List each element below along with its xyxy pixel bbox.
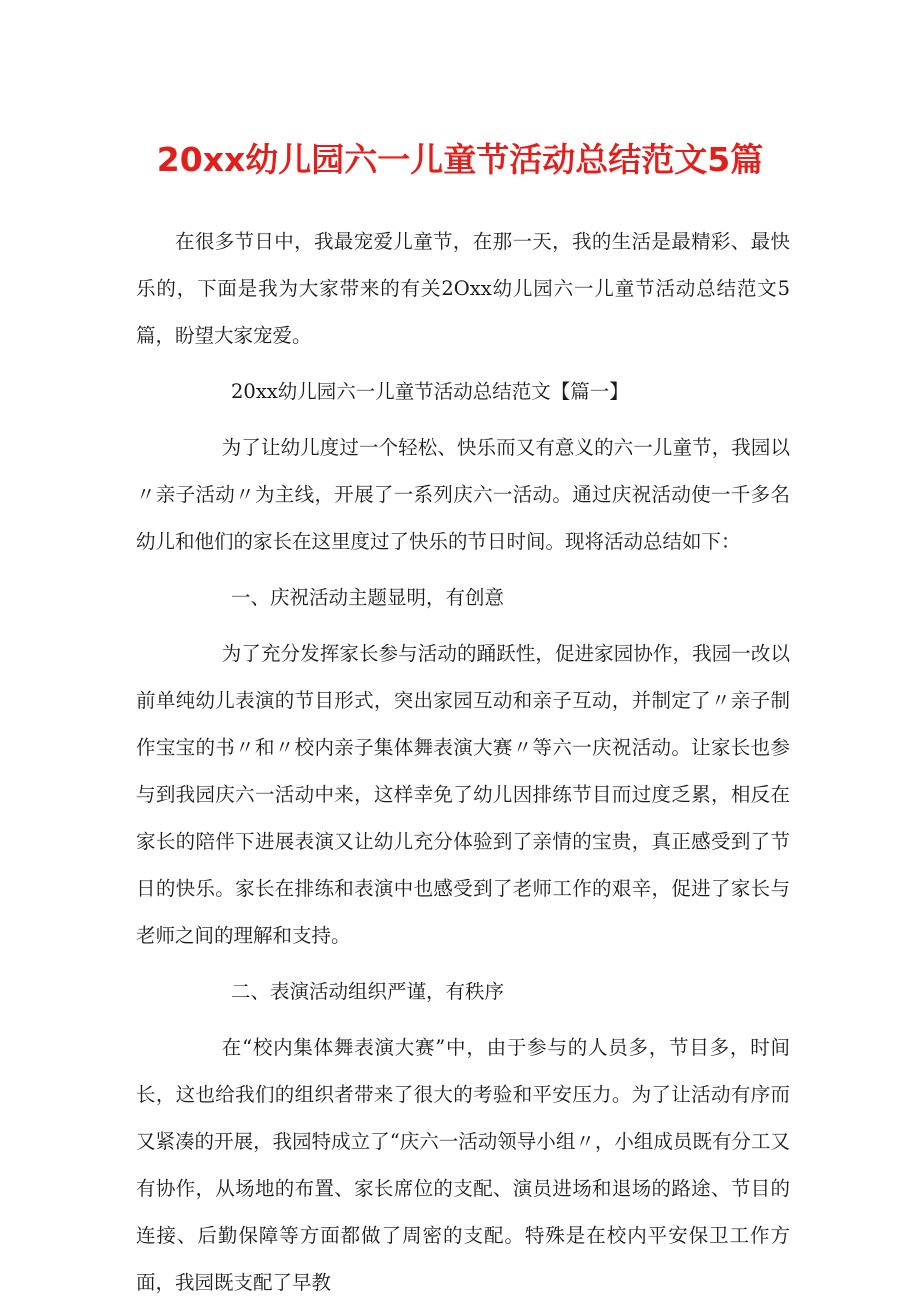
article-subtitle: 20xx幼儿园六一儿童节活动总结范文【篇一】: [231, 380, 629, 403]
document-title: 20xx幼儿园六一儿童节活动总结范文5篇: [156, 140, 764, 179]
paragraph-2: 为了充分发挥家长参与活动的踊跃性，促进家园协作，我园一改以前单纯幼儿表演的节目形式，突出家园互动和亲子互动，并制定了〃亲子制作宝宝的书〃和〃校内亲子集体舞表演大赛〃等六一庆祝活动。让家长也参与到我园庆六一活动中来，这样幸免了幼儿因排练节目而过度乏累，相反在家长的陪伴下进展表演又让幼儿充分体验到了亲情的宝贵，真正感受到了节日的快乐。家长在排练和表演中也感受到了老师工作的艰辛，促进了家长与老师之间的理解和支持。: [136, 642, 790, 947]
section-heading-2: 二、表演活动组织严谨，有秩序: [231, 980, 505, 1003]
document-body: [136, 218, 790, 1315]
paragraph-1: 为了让幼儿度过一个轻松、快乐而又有意义的六一儿童节，我园以〃亲子活动〃为主线，开展了一系列庆六一活动。通过庆祝活动使一千多名幼儿和他们的家长在这里度过了快乐的节日时间。现将活动总结如下：: [136, 436, 790, 553]
intro-paragraph: 在很多节日中，我最宠爱儿童节，在那一天，我的生活是最精彩、最快乐的，下面是我为大家带来的有关2Oxx幼儿园六一儿童节活动总结范文5篇，盼望大家宠爱。: [136, 230, 790, 347]
paragraph-3: 在“校内集体舞表演大赛”中，由于参与的人员多，节目多，时间长，这也给我们的组织者带来了很大的考验和平安压力。为了让活动有序而又紧凑的开展，我园特成立了“庆六一活动领导小组〃，小组成员既有分工又有协作，从场地的布置、家长席位的支配、演员进场和退场的路途、节目的连接、后勤保障等方面都做了周密的支配。特殊是在校内平安保卫工作方面，我园既支配了早教: [136, 1036, 790, 1294]
section-heading-1: 一、庆祝活动主题显明，有创意: [231, 586, 505, 609]
